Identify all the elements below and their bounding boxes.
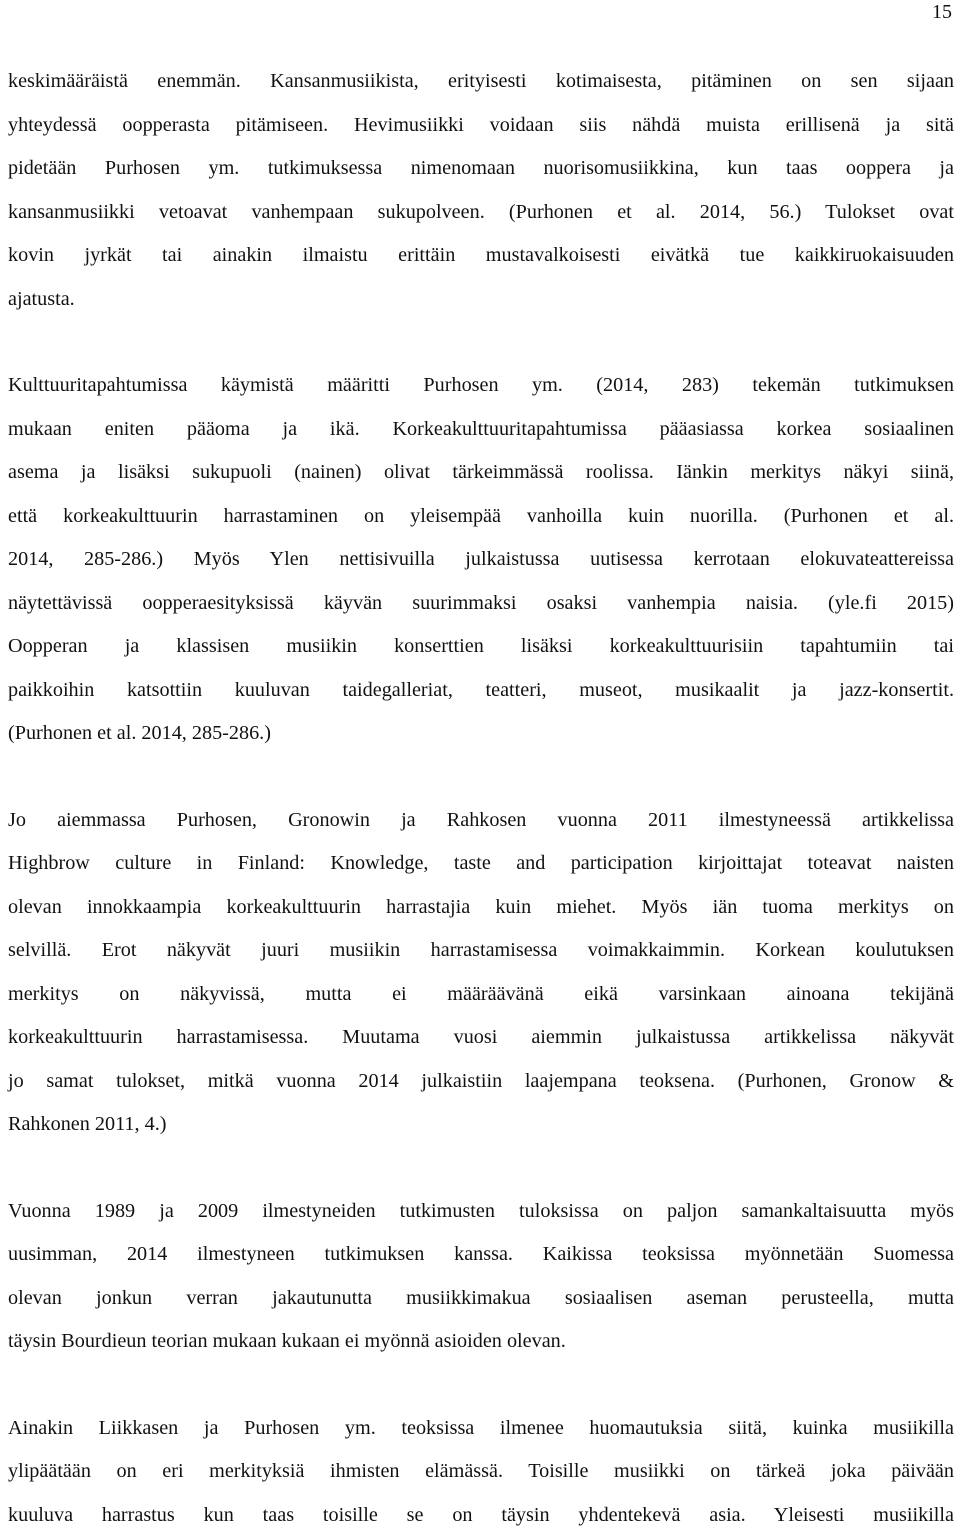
text-line: yhteydessä oopperasta pitämiseen. Hevimusiikki voidaan siis nähdä muista erillisenä ja sitä [8, 104, 954, 148]
text-line: Kulttuuritapahtumissa käymistä määritti Purhosen ym. (2014, 283) tekemän tutkimuksen [8, 364, 954, 408]
text-line: kansanmusiikki vetoavat vanhempaan sukupolveen. (Purhonen et al. 2014, 56.) Tulokset ovat [8, 191, 954, 235]
text-line: uusimman, 2014 ilmestyneen tutkimuksen kanssa. Kaikissa teoksissa myönnetään Suomessa [8, 1233, 954, 1277]
text-line: mukaan eniten pääoma ja ikä. Korkeakulttuuritapahtumissa pääasiassa korkea sosiaalinen [8, 408, 954, 452]
text-line: Ainakin Liikkasen ja Purhosen ym. teoksissa ilmenee huomautuksia siitä, kuinka musiikilla [8, 1407, 954, 1451]
paragraph-1 [8, 60, 954, 321]
text-line: että korkeakulttuurin harrastaminen on yleisempää vanhoilla kuin nuorilla. (Purhonen et al. [8, 495, 954, 539]
paragraph-2 [8, 364, 954, 756]
text-line: (Purhonen et al. 2014, 285-286.) [8, 712, 954, 756]
text-line: Jo aiemmassa Purhosen, Gronowin ja Rahkosen vuonna 2011 ilmestyneessä artikkelissa [8, 799, 954, 843]
text-line: Rahkonen 2011, 4.) [8, 1103, 954, 1147]
paragraph-5 [8, 1407, 954, 1537]
text-line: korkeakulttuurin harrastamisessa. Muutama vuosi aiemmin julkaistussa artikkelissa näkyvät [8, 1016, 954, 1060]
text-line: olevan innokkaampia korkeakulttuurin harrastajia kuin miehet. Myös iän tuoma merkitys on [8, 886, 954, 930]
paragraph-3 [8, 799, 954, 1147]
text-line: selvillä. Erot näkyvät juuri musiikin harrastamisessa voimakkaimmin. Korkean koulutuksen [8, 929, 954, 973]
text-line: Vuonna 1989 ja 2009 ilmestyneiden tutkimusten tuloksissa on paljon samankaltaisuutta myös [8, 1190, 954, 1234]
text-line: Highbrow culture in Finland: Knowledge, taste and participation kirjoittajat toteavat naisten [8, 842, 954, 886]
text-line: merkitys on näkyvissä, mutta ei määräävänä eikä varsinkaan ainoana tekijänä [8, 973, 954, 1017]
text-line: Oopperan ja klassisen musiikin konserttien lisäksi korkeakulttuurisiin tapahtumiin tai [8, 625, 954, 669]
text-line: paikkoihin katsottiin kuuluvan taidegalleriat, teatteri, museot, musikaalit ja jazz-konsertit. [8, 669, 954, 713]
text-line: olevan jonkun verran jakautunutta musiikkimakua sosiaalisen aseman perusteella, mutta [8, 1277, 954, 1321]
text-line: jo samat tulokset, mitkä vuonna 2014 julkaistiin laajempana teoksena. (Purhonen, Gronow & [8, 1060, 954, 1104]
text-line: kovin jyrkät tai ainakin ilmaistu erittäin mustavalkoisesti eivätkä tue kaikkiruokaisuuden [8, 234, 954, 278]
text-line: näytettävissä oopperaesityksissä käyvän suurimmaksi osaksi vanhempia naisia. (yle.fi 2015) [8, 582, 954, 626]
text-line: 2014, 285-286.) Myös Ylen nettisivuilla julkaistussa uutisessa kerrotaan elokuvateattereissa [8, 538, 954, 582]
text-line: keskimääräistä enemmän. Kansanmusiikista, erityisesti kotimaisesta, pitäminen on sen sijaan [8, 60, 954, 104]
body-text [8, 60, 954, 1537]
text-line: asema ja lisäksi sukupuoli (nainen) olivat tärkeimmässä roolissa. Iänkin merkitys näkyi siinä, [8, 451, 954, 495]
text-line: pidetään Purhosen ym. tutkimuksessa nimenomaan nuorisomusiikkina, kun taas ooppera ja [8, 147, 954, 191]
text-line: ylipäätään on eri merkityksiä ihmisten elämässä. Toisille musiikki on tärkeä joka päivään [8, 1450, 954, 1494]
page-number: 15 [932, 0, 952, 24]
text-line: ajatusta. [8, 278, 954, 322]
text-line: kuuluva harrastus kun taas toisille se on täysin yhdentekevä asia. Yleisesti musiikilla [8, 1494, 954, 1537]
text-line: täysin Bourdieun teorian mukaan kukaan ei myönnä asioiden olevan. [8, 1320, 954, 1364]
paragraph-4 [8, 1190, 954, 1364]
